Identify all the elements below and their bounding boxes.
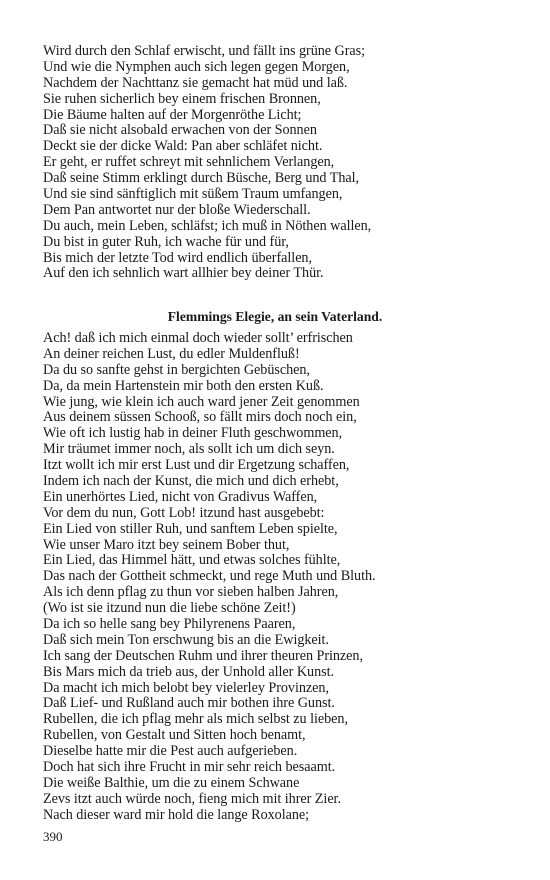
verse-line: Wird durch den Schlaf erwischt, und fällt ins grüne Gras; — [43, 43, 366, 59]
verse-line: Da, da mein Hartenstein mir both den ersten Kuß. — [43, 377, 324, 394]
verse-line: Und sie sind sänftiglich mit süßem Traum umfangen, — [43, 186, 343, 203]
poem-title: Flemmings Elegie, an sein Vaterland. — [167, 309, 383, 324]
verse-line: Dem Pan antwortet nur der bloße Wiederschall. — [43, 201, 311, 218]
verse-line: Nach dieser ward mir hold die lange Roxolane; — [43, 806, 310, 823]
verse-line: Auf den ich sehnlich wart allhier bey deiner Thür. — [43, 265, 324, 282]
verse-line: Er geht, er ruffet schreyt mit sehnlichem Verlangen, — [43, 154, 335, 171]
verse-line: Die Bäume halten auf der Morgenröthe Licht; — [43, 106, 302, 123]
verse-line: Und wie die Nymphen auch sich legen gegen Morgen, — [43, 58, 350, 75]
verse-line: Vor dem du nun, Gott Lob! itzund hast ausgebebt: — [43, 504, 325, 521]
verse-line: Ach! daß ich mich einmal doch wieder sollt’ erfrischen — [43, 330, 353, 346]
verse-line: Bis Mars mich da trieb aus, der Unhold aller Kunst. — [43, 663, 334, 680]
verse-line: Ein Lied, das Himmel hätt, und etwas solches fühlte, — [43, 552, 341, 569]
verse-line: Mir träumet immer noch, als sollt ich um dich seyn. — [43, 441, 335, 458]
verse-line: Itzt wollt ich mir erst Lust und dir Ergetzung schaffen, — [43, 457, 350, 474]
verse-line: An deiner reichen Lust, du edler Muldenfluß! — [43, 345, 300, 362]
verse-line: Wie unser Maro itzt bey seinem Bober thut, — [43, 536, 290, 553]
verse-line: Deckt sie der dicke Wald: Pan aber schläfet nicht. — [43, 138, 323, 155]
verse-line: Indem ich nach der Kunst, die mich und dich erhebt, — [43, 473, 339, 490]
verse-line: Dieselbe hatte mir die Pest auch aufgerieben. — [43, 743, 298, 760]
elegy-poem — [43, 331, 513, 824]
verse-line: Da ich so helle sang bey Philyrenens Paaren, — [43, 616, 296, 633]
verse-line: Zevs itzt auch würde noch, fieng mich mit ihrer Zier. — [43, 790, 341, 807]
verse-line: Doch hat sich ihre Frucht in mir sehr reich besaamt. — [43, 759, 336, 776]
verse-line: Du bist in guter Ruh, ich wache für und für, — [43, 233, 289, 250]
verse-line: Da macht ich mich belobt bey vielerley Provinzen, — [43, 679, 329, 696]
verse-line: Da du so sanfte gehst in bergichten Gebüschen, — [43, 361, 310, 378]
verse-line: Daß sie nicht alsobald erwachen von der Sonnen — [43, 122, 317, 139]
verse-line: (Wo ist sie itzund nun die liebe schöne Zeit!) — [43, 600, 296, 617]
verse-line: Bis mich der letzte Tod wird endlich überfallen, — [43, 249, 312, 266]
verse-line: Daß Lief- und Rußland auch mir bothen ihre Gunst. — [43, 695, 335, 712]
verse-line: Wie oft ich lustig hab in deiner Fluth geschwommen, — [43, 425, 343, 442]
verse-line: Rubellen, die ich pflag mehr als mich selbst zu lieben, — [43, 711, 348, 728]
poem-continuation — [43, 44, 513, 282]
verse-line: Das nach der Gottheit schmeckt, und rege Muth und Bluth. — [43, 568, 376, 585]
verse-line: Ein unerhörtes Lied, nicht von Gradivus Waffen, — [43, 488, 318, 505]
verse-line: Als ich denn pflag zu thun vor sieben halben Jahren, — [43, 584, 339, 601]
verse-line: Aus deinem süssen Schooß, so fällt mirs doch noch ein, — [43, 409, 357, 426]
verse-line: Ich sang der Deutschen Ruhm und ihrer theuren Prinzen, — [43, 647, 363, 664]
verse-line: Die weiße Balthie, um die zu einem Schwane — [43, 774, 300, 791]
verse-line: Daß sich mein Ton erschwung bis an die Ewigkeit. — [43, 631, 329, 648]
verse-line: Nachdem der Nachttanz sie gemacht hat müd und laß. — [43, 74, 348, 91]
verse-line: Rubellen, von Gestalt und Sitten hoch benamt, — [43, 727, 306, 744]
verse-line: Ein Lied von stiller Ruh, und sanftem Leben spielte, — [43, 520, 338, 537]
verse-line: Daß seine Stimm erklingt durch Büsche, Berg und Thal, — [43, 170, 359, 187]
verse-line: Du auch, mein Leben, schläfst; ich muß in Nöthen wallen, — [43, 217, 372, 234]
verse-line: Sie ruhen sicherlich bey einem frischen Bronnen, — [43, 90, 321, 107]
verse-line: Wie jung, wie klein ich auch ward jener Zeit genommen — [43, 393, 360, 410]
page-number: 390 — [43, 829, 63, 844]
